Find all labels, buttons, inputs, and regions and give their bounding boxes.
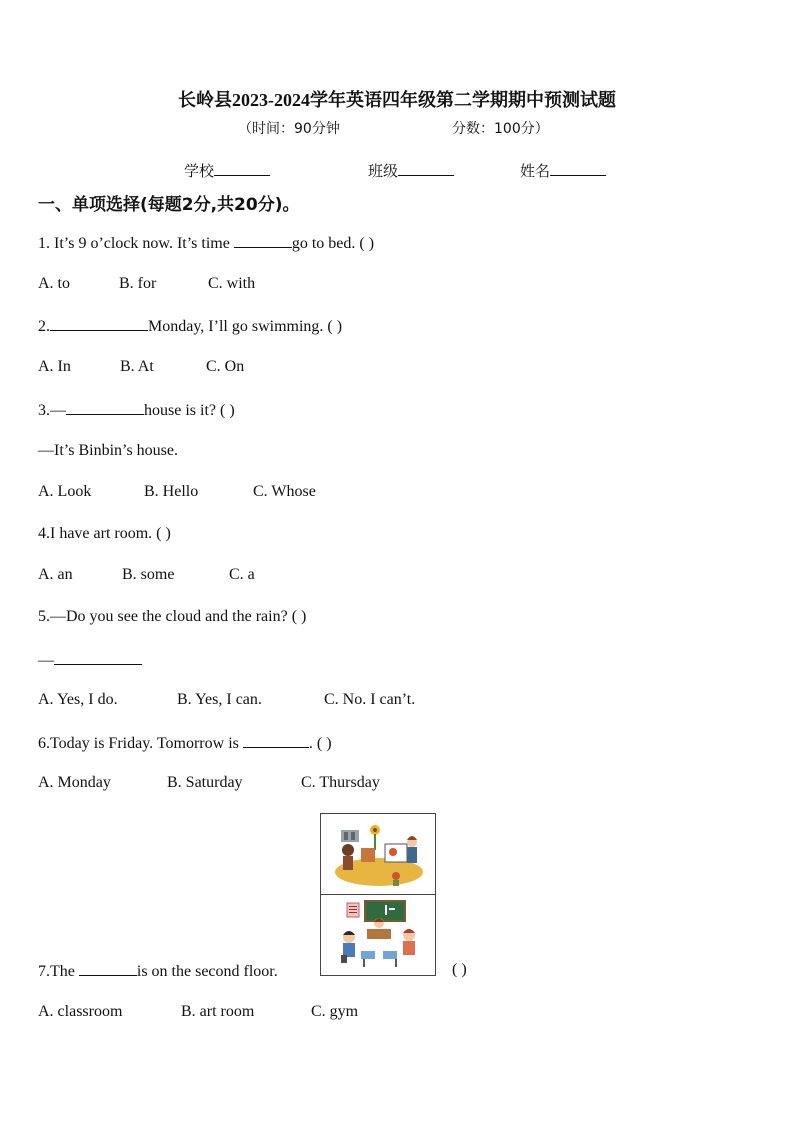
q2-option-c[interactable]: C. On	[206, 358, 245, 375]
time-label: （时间：90分钟	[238, 121, 340, 137]
school-blank[interactable]	[214, 161, 270, 176]
q3-answer-line: —It’s Binbin’s house.	[38, 442, 179, 459]
q5-answer-line	[38, 650, 142, 670]
q1-option-b[interactable]: B. for	[119, 275, 157, 292]
q6-blank[interactable]	[243, 733, 309, 748]
art-room-illustration	[321, 814, 435, 895]
q3-blank[interactable]	[66, 400, 144, 415]
classroom-illustration	[321, 895, 435, 975]
q6-text-post: . ( )	[308, 735, 332, 752]
q5-option-b[interactable]: B. Yes, I can.	[177, 691, 262, 708]
question-3	[38, 400, 235, 420]
q3-text-pre: 3.—	[38, 402, 66, 419]
q2-options	[38, 358, 244, 376]
q6-options	[38, 774, 380, 792]
question-7	[38, 961, 278, 981]
q2-text-pre: 2.	[38, 318, 50, 335]
q1-option-a[interactable]: A. to	[38, 275, 70, 292]
q3-text-post: house is it? ( )	[144, 402, 235, 419]
q5-blank[interactable]	[54, 650, 142, 665]
q4-option-b[interactable]: B. some	[122, 566, 175, 583]
q3-option-b[interactable]: B. Hello	[144, 483, 199, 500]
q7-picture-frame	[320, 813, 436, 976]
q6-option-b[interactable]: B. Saturday	[167, 774, 243, 791]
q1-text-pre: 1. It’s 9 o’clock now. It’s time	[38, 235, 234, 252]
name-label: 姓名	[520, 162, 551, 180]
q5-options	[38, 691, 415, 709]
question-4: 4.I have art room. ( )	[38, 525, 171, 542]
q2-option-b[interactable]: B. At	[120, 358, 154, 375]
q7-text-pre: 7.The	[38, 963, 79, 980]
q3-option-c[interactable]: C. Whose	[253, 483, 316, 500]
q7-text-post: is on the second floor.	[136, 963, 278, 980]
q7-option-a[interactable]: A. classroom	[38, 1003, 123, 1020]
q2-option-a[interactable]: A. In	[38, 358, 71, 375]
score-label: 分数：100分）	[452, 121, 549, 137]
question-6	[38, 733, 332, 753]
q7-answer-paren: ( )	[452, 961, 467, 978]
class-blank[interactable]	[398, 161, 454, 176]
q6-option-c[interactable]: C. Thursday	[301, 774, 380, 791]
q1-options	[38, 275, 255, 293]
q6-option-a[interactable]: A. Monday	[38, 774, 111, 791]
q4-options	[38, 566, 255, 584]
q2-text-post: Monday, I’ll go swimming. ( )	[148, 318, 343, 335]
section-heading: 一、单项选择(每题2分,共20分)。	[38, 195, 300, 215]
school-label: 学校	[184, 162, 215, 180]
q3-option-a[interactable]: A. Look	[38, 483, 92, 500]
q1-text-post: go to bed. ( )	[291, 235, 375, 252]
page-title: 长岭县2023-2024学年英语四年级第二学期期中预测试题	[178, 90, 616, 110]
q4-option-a[interactable]: A. an	[38, 566, 73, 583]
q5-answer-pre: —	[38, 652, 54, 669]
q1-option-c[interactable]: C. with	[208, 275, 256, 292]
school-field	[184, 160, 270, 181]
q3-options	[38, 483, 316, 501]
q7-blank[interactable]	[79, 961, 137, 976]
q4-option-c[interactable]: C. a	[229, 566, 255, 583]
q7-option-b[interactable]: B. art room	[181, 1003, 255, 1020]
question-5: 5.—Do you see the cloud and the rain? ( )	[38, 608, 307, 625]
q7-option-c[interactable]: C. gym	[311, 1003, 359, 1020]
q5-option-c[interactable]: C. No. I can’t.	[324, 691, 416, 708]
class-field	[368, 160, 454, 181]
question-2	[38, 316, 342, 336]
q6-text-pre: 6.Today is Friday. Tomorrow is	[38, 735, 243, 752]
q5-option-a[interactable]: A. Yes, I do.	[38, 691, 118, 708]
q7-options	[38, 1003, 358, 1021]
question-1	[38, 233, 374, 253]
q2-blank[interactable]	[50, 316, 148, 331]
name-field	[520, 160, 606, 181]
q1-blank[interactable]	[234, 233, 292, 248]
name-blank[interactable]	[550, 161, 606, 176]
class-label: 班级	[368, 162, 399, 180]
